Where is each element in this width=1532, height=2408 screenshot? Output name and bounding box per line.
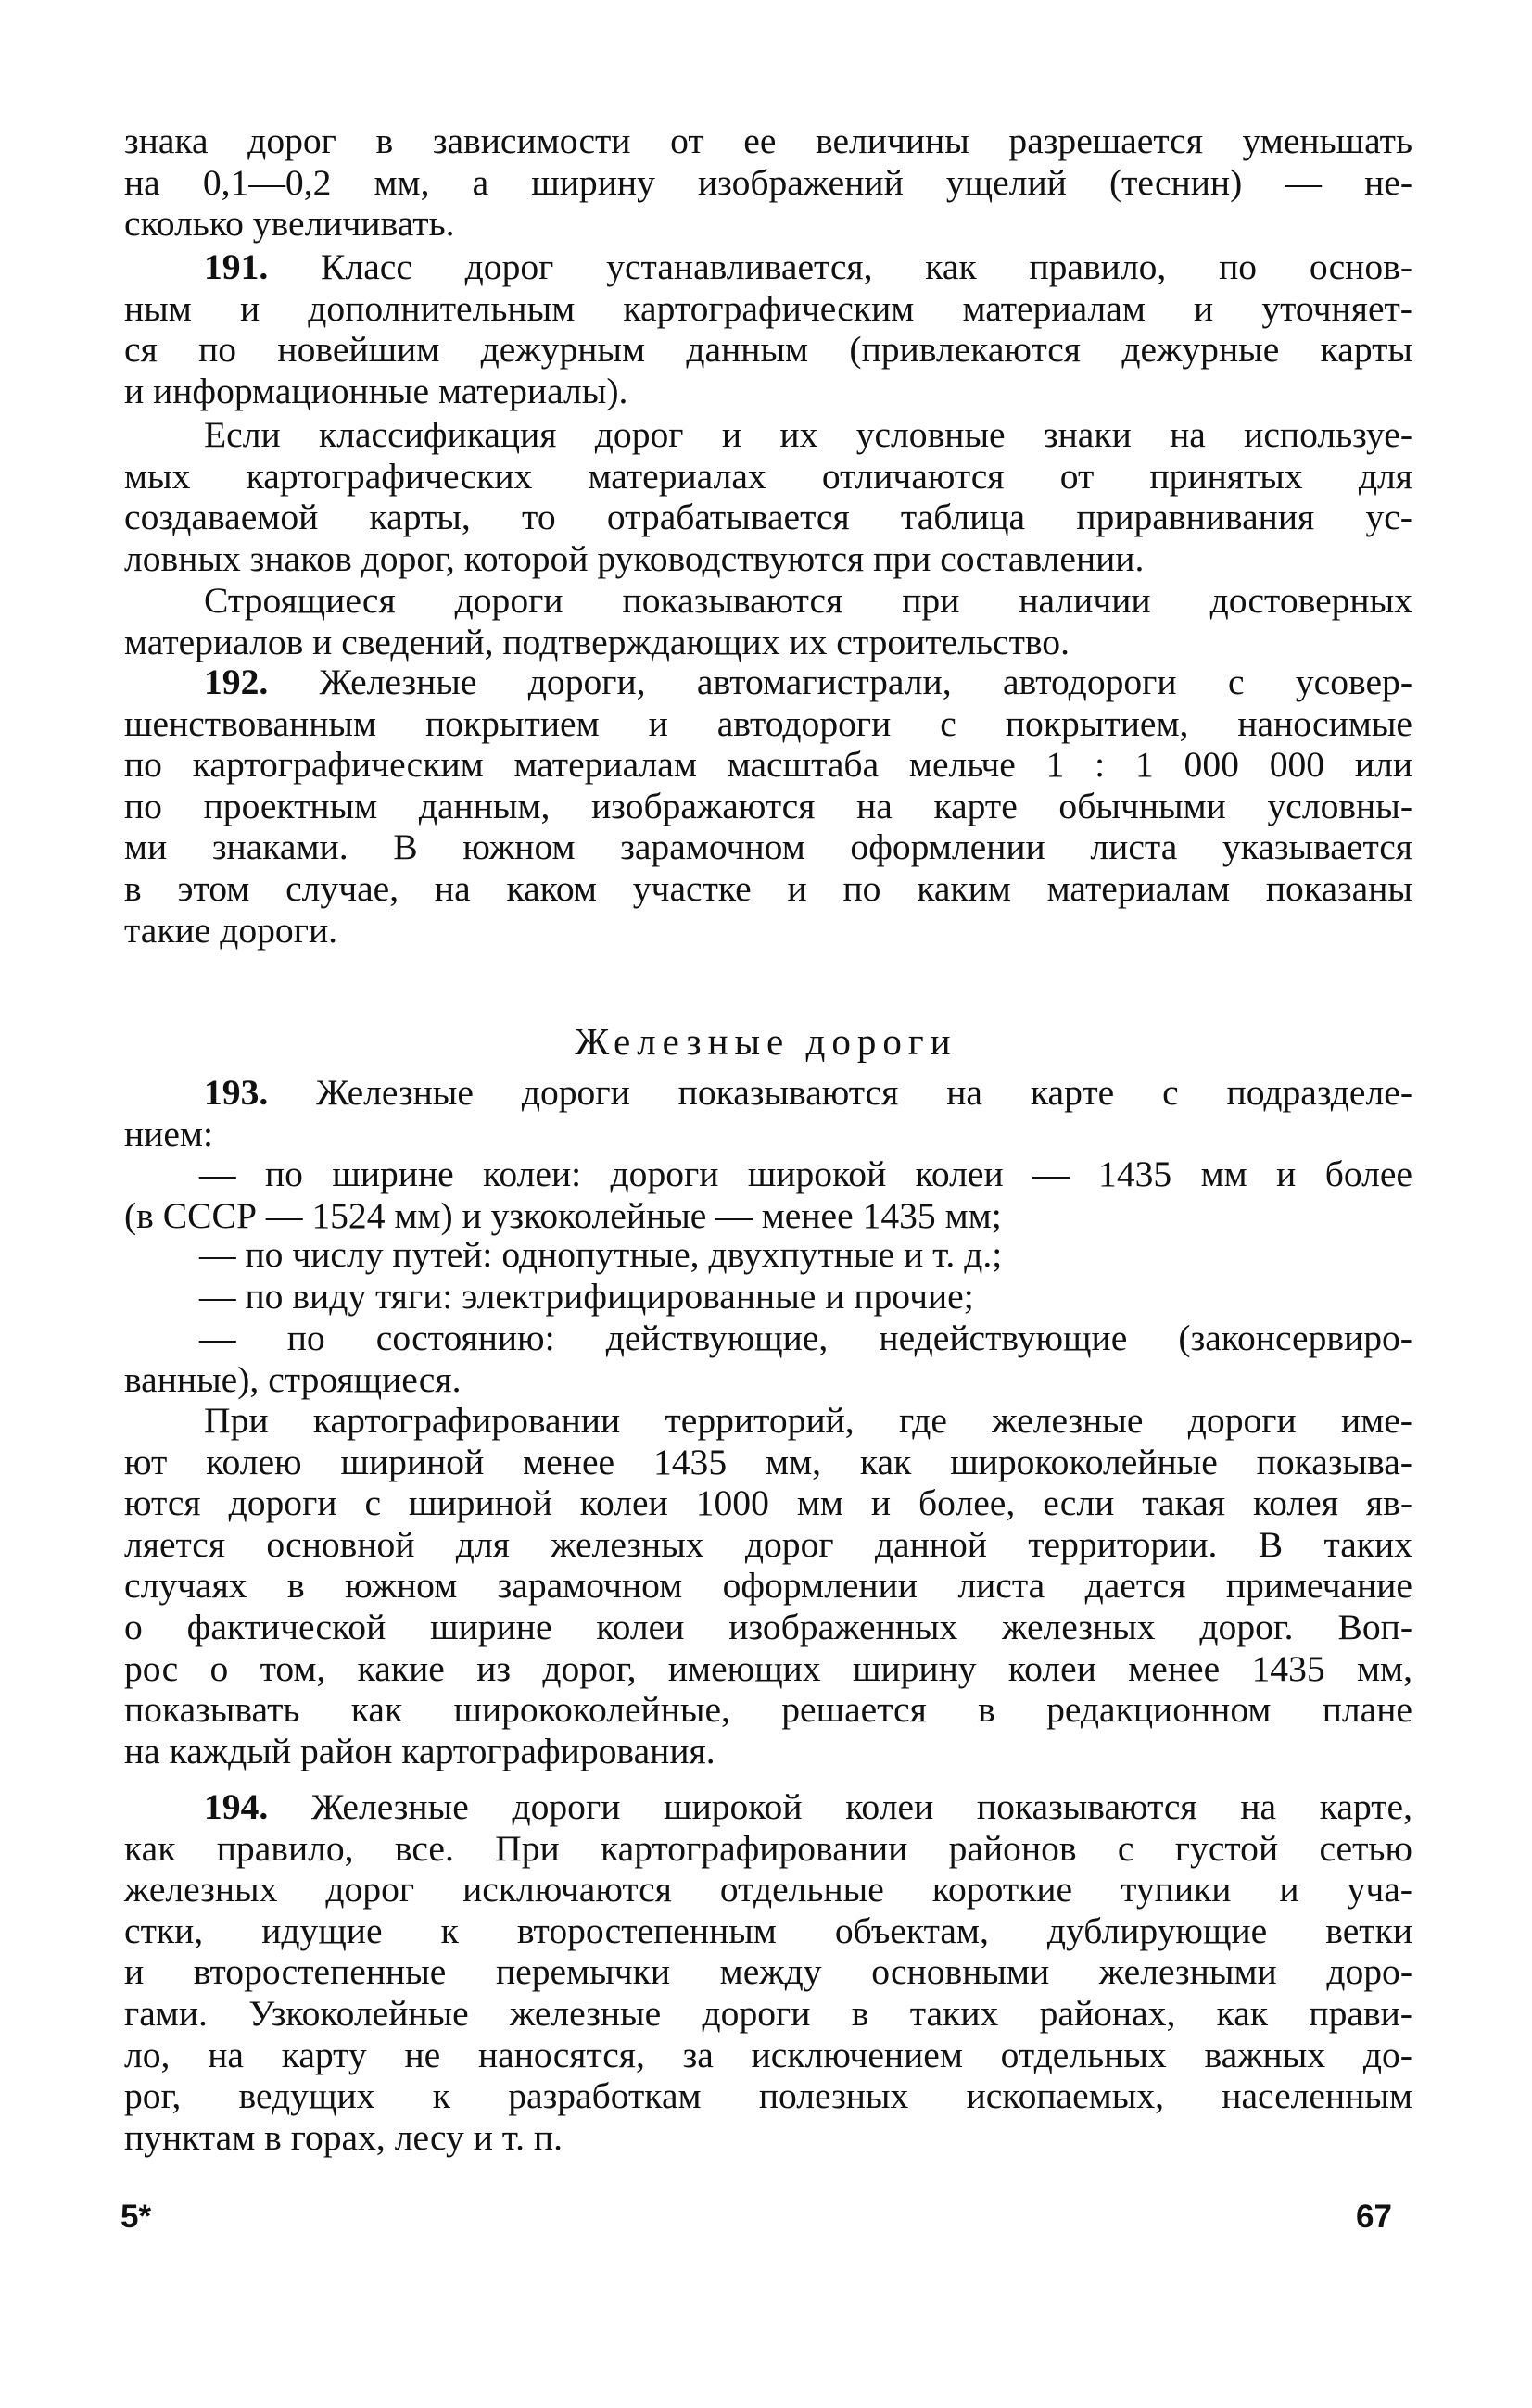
line-text: ми знаками. В южном зарамочном оформлении листа указывается <box>124 826 1412 868</box>
paragraph-line <box>124 328 1412 371</box>
line-text: создаваемой карты, то отрабатывается таблица приравнивания ус- <box>124 497 1412 538</box>
line-text: ляется основной для железных дорог данной территории. В таких <box>124 1523 1412 1565</box>
paragraph-line <box>124 2116 1412 2159</box>
line-text: Строящиеся дороги показываются при наличии достоверных <box>204 580 1412 621</box>
paragraph-line <box>124 621 1412 663</box>
line-text: ют колею шириной менее 1435 мм, как ширококолейные показыва- <box>124 1441 1412 1482</box>
line-text: — по состоянию: действующие, недействующие (законсервиро- <box>199 1317 1412 1358</box>
line-text: рос о том, какие из дорог, имеющих ширину колеи менее 1435 мм, <box>124 1647 1412 1689</box>
paragraph-line <box>124 1523 1412 1566</box>
line-text: на каждый район картографирования. <box>124 1730 715 1771</box>
paragraph-line <box>204 579 1412 622</box>
paragraph-line <box>124 161 1412 204</box>
line-text: как правило, все. При картографировании районов с густой сетью <box>124 1827 1412 1869</box>
line-text: по картографическим материалам масштаба мельче 1 : 1 000 000 или <box>124 744 1412 786</box>
signature-mark: 5* <box>120 2199 152 2235</box>
paragraph-line <box>124 2034 1412 2076</box>
line-text: ным и дополнительным картографическим материалам и уточняет- <box>124 287 1412 329</box>
paragraph-line <box>124 455 1412 498</box>
line-text: Железные дороги, автомагистрали, автодороги с усовер- <box>319 662 1412 702</box>
line-text: о фактической ширине колеи изображенных железных дорог. Воп- <box>124 1607 1412 1647</box>
paragraph-line <box>124 1688 1412 1731</box>
paragraph-line <box>124 370 1412 412</box>
line-text: — по ширине колеи: дороги широкой колеи — 1435 мм и более <box>199 1154 1412 1194</box>
paragraph-line <box>124 287 1412 330</box>
paragraph-line <box>124 1950 1412 1993</box>
line-text: материалов и сведений, подтверждающих их строительство. <box>124 621 1070 662</box>
line-text: по проектным данным, изображаются на карте обычными условны- <box>124 785 1412 826</box>
paragraph-line <box>124 909 1412 952</box>
paragraph-line <box>124 1194 1412 1237</box>
paragraph-line <box>124 1647 1412 1690</box>
line-text: такие дороги. <box>124 909 338 951</box>
line-text: Железные дороги показываются на карте с подразделе- <box>316 1072 1412 1113</box>
line-text: на 0,1—0,2 мм, а ширину изображений ущелий (теснин) — не- <box>124 161 1412 203</box>
paragraph-line <box>124 1730 1412 1772</box>
paragraph-line <box>124 1481 1412 1524</box>
paragraph-line <box>124 1868 1412 1910</box>
line-text: нием: <box>124 1113 213 1154</box>
paragraph-line <box>124 743 1412 786</box>
line-text: случаях в южном зарамочном оформлении листа дается примечание <box>124 1565 1412 1607</box>
paragraph-line <box>124 1910 1412 1952</box>
line-text: При картографировании территорий, где железные дороги име- <box>204 1400 1412 1441</box>
section-heading: Железные дороги <box>575 1020 957 1063</box>
paragraph-line <box>124 1992 1412 2035</box>
paragraph-line <box>124 867 1412 910</box>
paragraph-number: 192. <box>204 662 320 702</box>
line-text: ло, на карту не наносятся, за исключением отдельных важных до- <box>124 2034 1412 2075</box>
line-text: ловных знаков дорог, которой руководствуются при составлении. <box>124 537 1145 579</box>
paragraph-line <box>199 1233 1412 1276</box>
paragraph-number: 193. <box>204 1072 317 1113</box>
paragraph-line <box>124 120 1412 162</box>
line-text: — по числу путей: однопутные, двухпутные и т. д.; <box>199 1234 1003 1275</box>
line-text: стки, идущие к второстепенным объектам, дублирующие ветки <box>124 1910 1412 1951</box>
paragraph-line <box>204 1785 1412 1828</box>
paragraph-line <box>124 1441 1412 1483</box>
line-text: Железные дороги широкой колеи показываются на карте, <box>310 1786 1412 1827</box>
paragraph-line <box>199 1275 1412 1317</box>
paragraph-line <box>124 1827 1412 1870</box>
line-text: (в СССР — 1524 мм) и узкоколейные — менее 1435 мм; <box>124 1194 1002 1236</box>
paragraph-number: 194. <box>204 1786 311 1827</box>
paragraph-line <box>124 1113 1412 1155</box>
paragraph-line <box>124 702 1412 745</box>
line-text: ся по новейшим дежурным данным (привлекаются дежурные карты <box>124 329 1412 371</box>
line-text: и второстепенные перемычки между основными железными доро- <box>124 1951 1412 1993</box>
line-text: железных дорог исключаются отдельные короткие тупики и уча- <box>124 1869 1412 1910</box>
line-text: и информационные материалы). <box>124 370 628 411</box>
line-text: показывать как ширококолейные, решается в редакционном плане <box>124 1689 1412 1731</box>
paragraph-line <box>124 202 1412 245</box>
paragraph-line <box>124 2074 1412 2117</box>
paragraph-line <box>204 1399 1412 1442</box>
line-text: Класс дорог устанавливается, как правило, по основ- <box>321 246 1413 287</box>
paragraph-line <box>199 1317 1412 1359</box>
line-text: — по виду тяги: электрифицированные и прочие; <box>199 1276 974 1317</box>
line-text: шенствованным покрытием и автодороги с покрытием, наносимые <box>124 702 1412 744</box>
paragraph-line <box>124 826 1412 868</box>
line-text: гами. Узкоколейные железные дороги в таких районах, как прави- <box>124 1993 1412 2034</box>
line-text: сколько увеличивать. <box>124 203 455 245</box>
line-text: мых картографических материалах отличаются от принятых для <box>124 455 1412 497</box>
paragraph-line <box>124 785 1412 827</box>
paragraph-number: 191. <box>204 246 322 287</box>
paragraph-line <box>124 1564 1412 1607</box>
page-number: 67 <box>1356 2199 1392 2235</box>
paragraph-line <box>124 1358 1412 1401</box>
paragraph-line <box>124 537 1412 580</box>
paragraph-line <box>124 496 1412 538</box>
paragraph-line <box>204 246 1412 288</box>
line-text: пунктам в горах, лесу и т. п. <box>124 2116 563 2158</box>
paragraph-line <box>204 413 1412 456</box>
line-text: ванные), строящиеся. <box>124 1358 462 1400</box>
paragraph-line <box>204 1071 1412 1114</box>
paragraph-line <box>124 1606 1412 1648</box>
line-text: рог, ведущих к разработкам полезных ископаемых, населенным <box>124 2075 1412 2117</box>
paragraph-line <box>199 1153 1412 1195</box>
line-text: знака дорог в зависимости от ее величины разрешается уменьшать <box>124 120 1412 161</box>
paragraph-line <box>204 661 1412 703</box>
line-text: в этом случае, на каком участке и по каким материалам показаны <box>124 868 1412 909</box>
line-text: ются дороги с шириной колеи 1000 мм и более, если такая колея яв- <box>124 1482 1412 1524</box>
line-text: Если классификация дорог и их условные знаки на используе- <box>204 414 1412 455</box>
